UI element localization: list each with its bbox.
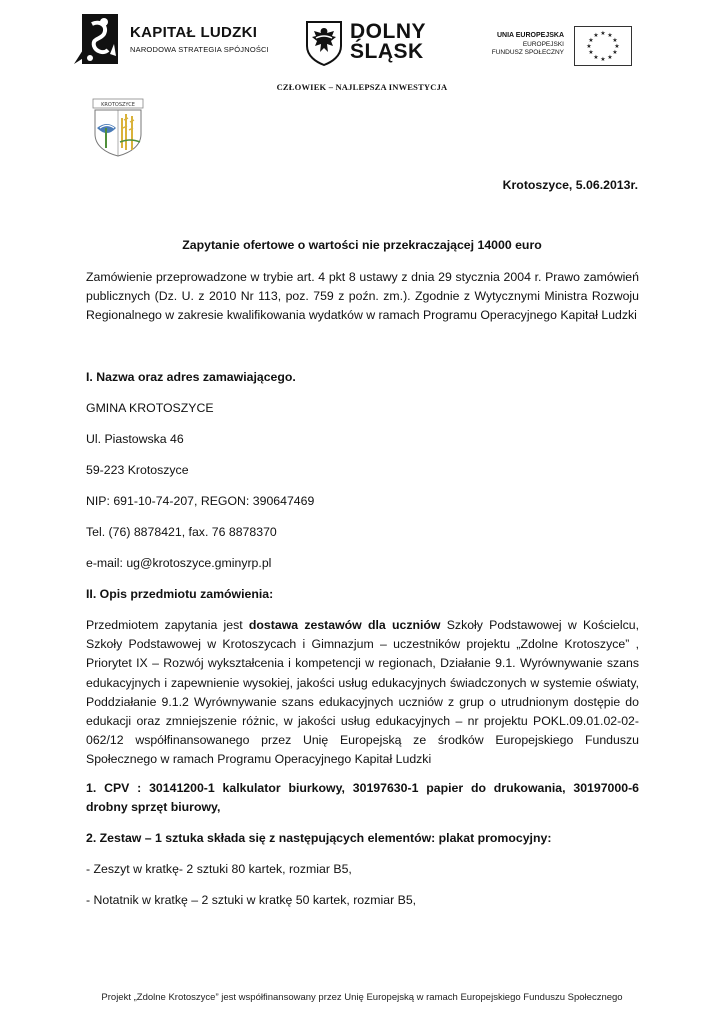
intro-paragraph: Zamówienie przeprowadzone w trybie art. 4 pkt 8 ustawy z dnia 29 stycznia 2004 r. Prawo zamówień publicznych (Dz. U. z 2010 Nr 113, poz. 759 z poźn. zm.). Zgodnie z Wytycznymi Ministra Rozwoju Regionalnego w zakresie kwalifikowania wydatków w ramach Programu Operacyjnego Kapitał Ludzki xyxy=(86,270,639,323)
eu-line2: EUROPEJSKI xyxy=(522,41,564,48)
cpv-codes: 1. CPV : 30141200-1 kalkulator biurkowy, 30197630-1 papier do drukowania, 30197000-6 drobny sprzęt biurowy, xyxy=(86,781,639,815)
svg-text:★: ★ xyxy=(588,37,594,44)
svg-text:★: ★ xyxy=(607,32,613,39)
kapital-ludzki-title: KAPITAŁ LUDZKI xyxy=(130,24,258,41)
svg-text:★: ★ xyxy=(600,30,606,37)
eu-logo xyxy=(491,24,650,68)
dolny-slask-line1: DOLNY xyxy=(350,20,426,43)
section1-heading: I. Nazwa oraz adres zamawiającego. xyxy=(86,370,296,384)
krotoszyce-crest xyxy=(92,98,144,158)
svg-text:★: ★ xyxy=(607,54,613,61)
set-heading: 2. Zestaw – 1 sztuka składa się z następujących elementów: plakat promocyjny: xyxy=(86,831,552,845)
org-street: Ul. Piastowska 46 xyxy=(86,432,184,446)
krotoszyce-coat-of-arms-icon xyxy=(92,98,144,158)
description-paragraph xyxy=(86,616,639,770)
kapital-ludzki-subtitle: NARODOWA STRATEGIA SPÓJNOŚCI xyxy=(130,45,269,54)
org-postal: 59-223 Krotoszyce xyxy=(86,463,189,477)
eu-line1: UNIA EUROPEJSKA xyxy=(496,32,564,39)
kapital-ludzki-logo xyxy=(74,14,294,64)
svg-text:★: ★ xyxy=(588,49,594,56)
svg-text:★: ★ xyxy=(593,54,599,61)
dolny-slask-wordmark xyxy=(350,22,426,62)
list-item: - Notatnik w kratkę – 2 sztuki w kratkę 50 kartek, rozmiar B5, xyxy=(86,893,417,907)
crest-label: KROTOSZYCE xyxy=(101,102,135,108)
org-email: e-mail: ug@krotoszyce.gminyrp.pl xyxy=(86,556,272,570)
eagle-shield-icon xyxy=(304,20,344,66)
eu-line3: FUNDUSZ SPOŁECZNY xyxy=(491,49,564,56)
svg-text:★: ★ xyxy=(612,49,618,56)
description-intro: Przedmiotem zapytania jest xyxy=(86,618,249,632)
svg-text:★: ★ xyxy=(593,32,599,39)
document-date: Krotoszyce, 5.06.2013r. xyxy=(502,178,638,192)
svg-text:★: ★ xyxy=(614,43,620,50)
page-footer: Projekt „Zdolne Krotoszyce” jest współfinansowany przez Unię Europejską w ramach Europejskiego Funduszu Społecznego xyxy=(101,992,623,1003)
dolny-slask-logo xyxy=(304,20,454,70)
org-nip-regon: NIP: 691-10-74-207, REGON: 390647469 xyxy=(86,494,315,508)
svg-text:★: ★ xyxy=(600,56,606,63)
svg-text:★: ★ xyxy=(612,37,618,44)
org-phone: Tel. (76) 8878421, fax. 76 8878370 xyxy=(86,525,277,539)
eu-flag-icon xyxy=(574,26,632,66)
svg-text:★: ★ xyxy=(586,43,592,50)
kapital-ludzki-emblem-icon xyxy=(74,14,128,64)
description-body: Szkoły Podstawowej w Kościelcu, Szkoły Podstawowej w Krotoszycach i Gimnazjum – uczestników projektu „Zdolne Krotoszyce” , Priorytet IX – Rozwój wykształcenia i kompetencji w regionach, Działanie 9.1. Wyrównywanie szans edukacyjnych i zapewnienie wysokiej, jakości usług edukacyjnych świadczonych w systemie oświaty, Poddziałanie 9.1.2 Wyrównywanie szans edukacyjnych uczniów z grup o utrudnionym dostępie do edukacji oraz zmniejszenie różnic, w jakości usług edukacyjnych – nr projektu POKL.09.01.02-02-062/12 współfinansowanego przez Unię Europejską ze środków Europejskiego Funduszu Społecznego w ramach Programu Operacyjnego Kapitał Ludzki xyxy=(86,618,640,767)
description-subject: dostawa zestawów dla uczniów xyxy=(248,618,441,632)
dolny-slask-line2: ŚLĄSK xyxy=(350,40,424,63)
org-name: GMINA KROTOSZYCE xyxy=(86,401,214,415)
list-item: - Zeszyt w kratkę- 2 sztuki 80 kartek, rozmiar B5, xyxy=(86,862,352,876)
document-title: Zapytanie ofertowe o wartości nie przekraczającej 14000 euro xyxy=(182,238,542,252)
motto: CZŁOWIEK – NAJLEPSZA INWESTYCJA xyxy=(276,82,448,92)
section2-heading: II. Opis przedmiotu zamówienia: xyxy=(86,587,274,601)
